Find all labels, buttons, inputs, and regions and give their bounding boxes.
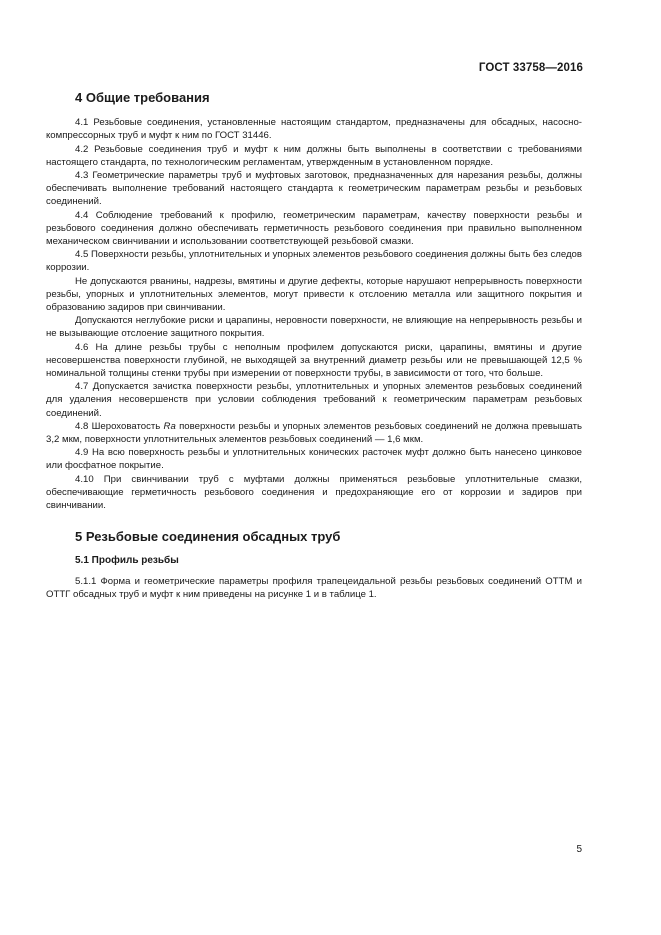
paragraph-4-7: 4.7 Допускается зачистка поверхности резьбы, уплотнительных и упорных элементов резьбовых соединений для удаления несовершенств при условии соблюдения требований к геометрическим параметрам резьбовых соединений. (46, 381, 582, 419)
paragraph-4-5-allowed: Допускаются неглубокие риски и царапины, неровности поверхности, не влияющие на непрерывность резьбы и не вызывающие отслоение защитного покрытия. (46, 315, 582, 340)
paragraph-4-6: 4.6 На длине резьбы трубы с неполным профилем допускаются риски, царапины, вмятины и другие несовершенства поверхности глубиной, не выходящей за внутренний диаметр резьбы или не превышающей 12,5 % номинальной толщины стенки трубы при измерении от поверхности трубы, в зависимости от того, что больше. (46, 341, 582, 380)
paragraph-4-5-defects: Не допускаются рванины, надрезы, вмятины и другие дефекты, которые нарушают непрерывность поверхности резьбы, упорных и уплотнительных элементов, могут привести к отслоению металла или защитного покрытия и образованию задиров при свинчивании. (46, 275, 582, 314)
paragraph-4-8-end: поверхности резьбы и упорных элементов резьбовых соединений не должна превышать 3,2 мкм, поверхности уплотнительных элементов резьбовых соединений — 1,6 мкм. (46, 420, 583, 446)
paragraph-4-5: 4.5 Поверхности резьбы, уплотнительных и упорных элементов резьбового соединения должны быть без следов коррозии. (46, 249, 582, 274)
paragraph-4-3: 4.3 Геометрические параметры труб и муфтовых заготовок, предназначенных для нарезания резьбы, должны обеспечивать выполнение требований настоящего стандарта к геометрическим параметрам резьбы и резьбовых соединений. (46, 170, 582, 208)
paragraph-4-10: 4.10 При свинчивании труб с муфтами должны применяться резьбовые уплотнительные смазки, обеспечивающие герметичность резьбового соединения и предохраняющие его от коррозии и задиров при свинчивании. (46, 473, 582, 512)
paragraph-4-1: 4.1 Резьбовые соединения, установленные настоящим стандартом, предназначены для обсадных, насосно-компрессорных труб и муфт к ним по ГОСТ 31446. (46, 117, 582, 142)
paragraph-4-8 (46, 420, 582, 446)
document-code: ГОСТ 33758—2016 (478, 62, 583, 74)
paragraph-4-9: 4.9 На всю поверхность резьбы и уплотнительных конических расточек муфт должно быть нанесено цинковое или фосфатное покрытие. (46, 447, 582, 472)
subsection-5-1-heading: 5.1 Профиль резьбы (75, 554, 179, 566)
page-number: 5 (576, 844, 582, 855)
page-content (46, 91, 582, 601)
roughness-symbol: Ra (163, 420, 176, 432)
paragraph-4-2: 4.2 Резьбовые соединения труб и муфт к ним должны быть выполнены в соответствии с требованиями настоящего стандарта, по технологическим регламентам, утвержденным в установленном порядке. (46, 143, 582, 168)
paragraph-4-4: 4.4 Соблюдение требований к профилю, геометрическим параметрам, качеству поверхности резьбы и резьбового соединения должно обеспечивать герметичность резьбового соединения при правильно выполненном механическом свинчивании и использовании соответствующей резьбовой смазки. (46, 209, 582, 248)
section-5-heading: 5 Резьбовые соединения обсадных труб (75, 529, 341, 545)
paragraph-5-1-1: 5.1.1 Форма и геометрические параметры профиля трапецеидальной резьбы резьбовых соединений ОТТМ и ОТТГ обсадных труб и муфт к ним приведены на рисунке 1 и в таблице 1. (46, 575, 582, 600)
paragraph-4-8-start: 4.8 Шероховатость (75, 420, 164, 432)
section-4-heading: 4 Общие требования (75, 90, 210, 105)
